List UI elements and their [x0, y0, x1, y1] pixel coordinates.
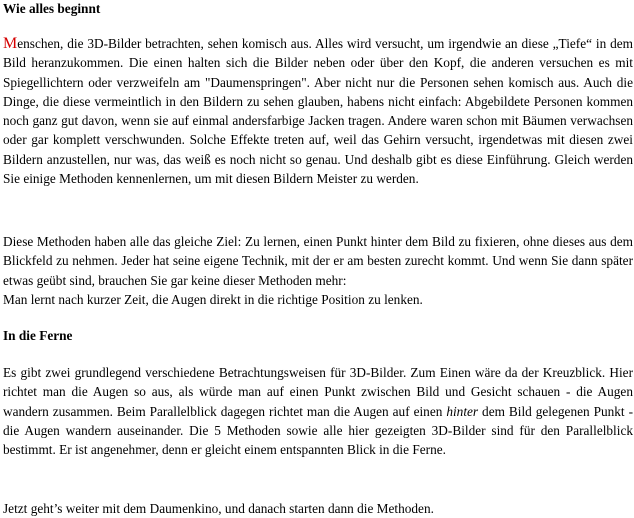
heading-wie-alles-beginnt: Wie alles beginnt [3, 1, 101, 16]
paragraph-viewing-after: dem Bild gelegenen Punkt - die Augen wandern auseinander. Die 5 Methoden sowie alle hier gezeigten 3D-Bilder sind für den Parallelblick bestimmt. Er ist angenehmer, denn er gleicht einem entspannten Blick in die Ferne. [3, 403, 634, 458]
paragraph-viewing-before: Es gibt zwei grundlegend verschiedene Betrachtungsweisen für 3D-Bilder. Zum Einen wäre da der Kreuzblick. Hier richtet man die Augen so aus, als würde man auf einen Punkt zwischen Bild und Gesicht schauen - die Augen wandern zusammen. Beim Parallelblick dagegen richtet man die Augen auf einen [3, 365, 633, 419]
paragraph-methods-text: Diese Methoden haben alle das gleiche Ziel: Zu lernen, einen Punkt hinter dem Bild zu fixieren, ohne dieses aus dem Blickfeld zu nehmen. Jeder hat seine eigene Technik, mit der er am besten zurecht kommt. Und wenn Sie dann später etwas geübt sind, brauchen Sie gar keine dieser Methoden mehr: [3, 234, 633, 288]
drop-cap-initial: M [3, 35, 18, 52]
paragraph-methods [3, 232, 633, 309]
paragraph-intro [3, 34, 633, 188]
heading-in-die-ferne: In die Ferne [3, 328, 73, 343]
paragraph-next: Jetzt geht’s weiter mit dem Daumenkino, und danach starten dann die Methoden. [3, 501, 434, 516]
paragraph-intro-text: enschen, die 3D-Bilder betrachten, sehen komisch aus. Alles wird versucht, um irgendwie an diese „Tiefe“ in dem Bild heranzukommen. Die einen halten sich die Bilder neben oder über den Kopf, die anderen versuchen es mit Spiegellichtern oder verzweifeln am "Daumenspringen". Aber nicht nur die Personen sehen komisch aus. Auch die Dinge, die diese vermeintlich in den Bildern zu sehen glauben, habens nicht einfach: Abgebildete Personen kommen noch ganz gut davon, wenn sie auf einmal andersfarbige Jacken tragen. Andere waren schon mit Bäumen verwachsen oder gar komplett verschwunden. Solche Effekte treten auf, weil das Gehirn versucht, irgendetwas mit diesen zwei Bildern anzustellen, nur was, das weiß es noch nicht so genau. Und deshalb gibt es diese Einführung. Gleich werden Sie einige Methoden kennenlernen, um mit diesen Bildern Meister zu werden. [3, 36, 633, 187]
paragraph-viewing-methods [3, 363, 633, 459]
emphasis-hinter: hinter [446, 403, 479, 419]
paragraph-methods-last-line: Man lernt nach kurzer Zeit, die Augen direkt in die richtige Position zu lenken. [3, 291, 423, 307]
